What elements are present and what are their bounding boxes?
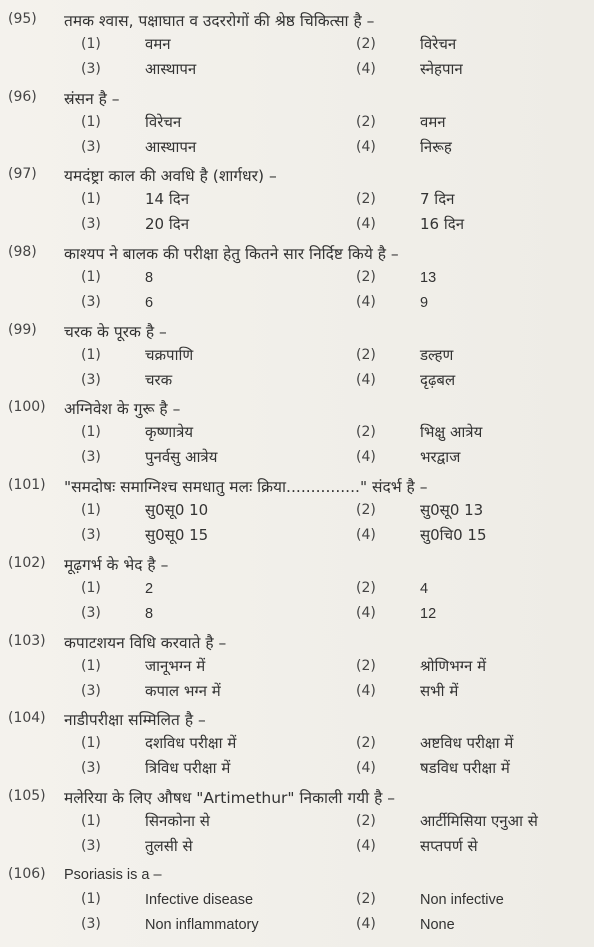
option-text: 4 — [420, 580, 429, 597]
option-text: 8 — [145, 270, 154, 287]
option-row — [0, 811, 594, 835]
option-row — [0, 189, 594, 213]
option-number: (2) — [356, 424, 376, 441]
option-number: (3) — [81, 682, 101, 699]
option-number: (1) — [81, 890, 101, 907]
question-text: यमदंष्ट्रा काल की अवधि है (शार्गधर) – — [64, 167, 277, 186]
question-number: (98) — [8, 244, 37, 261]
option-text: चरक — [145, 370, 173, 389]
option-number: (2) — [356, 36, 376, 52]
question-text: तमक श्वास, पक्षाघात व उदररोगों की श्रेष्ठ चिकित्सा है – — [64, 12, 375, 30]
option-text: Non inflammatory — [145, 916, 259, 933]
option-text: जानूभग्न में — [145, 656, 206, 675]
option-number: (3) — [81, 294, 101, 311]
option-row — [0, 733, 594, 757]
option-row — [0, 681, 594, 705]
question-text: "समदोषः समाग्निश्च समधातु मलः क्रिया..............." संदर्भ है – — [64, 478, 428, 497]
question-line — [0, 631, 594, 655]
question-line — [0, 708, 594, 732]
option-number: (2) — [356, 191, 376, 208]
option-text: आस्थापन — [145, 60, 197, 78]
question-text: चरक के पूरक है – — [64, 322, 167, 341]
option-number: (1) — [81, 346, 101, 363]
question-95 — [0, 9, 594, 87]
question-number: (100) — [8, 399, 46, 416]
option-row — [0, 137, 594, 161]
option-row — [0, 889, 594, 913]
option-number: (3) — [81, 837, 101, 854]
option-row — [0, 345, 594, 369]
option-text: विरेचन — [420, 35, 457, 53]
option-number: (1) — [81, 812, 101, 829]
question-102 — [0, 553, 594, 631]
question-number: (101) — [8, 477, 46, 494]
question-number: (97) — [8, 166, 37, 183]
question-line — [0, 397, 594, 421]
option-text: 20 दिन — [145, 215, 190, 234]
option-number: (1) — [81, 579, 101, 596]
question-number: (102) — [8, 554, 46, 571]
option-number: (3) — [81, 216, 101, 233]
option-row — [0, 370, 594, 394]
option-number: (1) — [81, 113, 101, 130]
option-number: (4) — [356, 760, 376, 777]
question-line — [0, 164, 594, 188]
option-text: स्नेहपान — [420, 60, 463, 78]
option-row — [0, 59, 594, 83]
option-number: (2) — [356, 579, 376, 596]
question-line — [0, 320, 594, 344]
question-line — [0, 242, 594, 266]
option-number: (2) — [356, 735, 376, 752]
option-number: (3) — [81, 449, 101, 466]
option-number: (1) — [81, 424, 101, 441]
option-text: सु0सू0 15 — [145, 526, 209, 545]
option-row — [0, 500, 594, 524]
option-text: सिनकोना से — [145, 811, 210, 830]
question-number: (104) — [8, 710, 46, 727]
option-number: (2) — [356, 269, 376, 286]
question-line — [0, 475, 594, 499]
question-line — [0, 9, 594, 33]
option-text: सप्तपर्ण से — [420, 836, 478, 855]
option-text: निरूह — [420, 137, 452, 156]
question-text: काश्यप ने बालक की परीक्षा हेतु कितने सार निर्दिष्ट किये है – — [64, 245, 399, 264]
question-text: कपाटशयन विधि करवाते है – — [64, 633, 227, 652]
option-row — [0, 578, 594, 602]
option-number: (4) — [356, 371, 376, 388]
option-text: 2 — [145, 580, 154, 597]
option-number: (2) — [356, 113, 376, 130]
question-line — [0, 87, 594, 111]
option-row — [0, 292, 594, 316]
option-number: (3) — [81, 371, 101, 388]
option-text: कपाल भग्न में — [145, 681, 221, 700]
option-number: (4) — [356, 604, 376, 621]
question-line — [0, 864, 594, 888]
option-number: (4) — [356, 915, 376, 932]
option-row — [0, 525, 594, 549]
option-number: (3) — [81, 138, 101, 155]
option-text: 16 दिन — [420, 215, 465, 234]
option-text: दृढ़बल — [420, 370, 456, 389]
option-text: आस्थापन — [145, 137, 197, 156]
question-99 — [0, 320, 594, 398]
option-text: वमन — [420, 112, 446, 131]
option-number: (4) — [356, 138, 376, 155]
question-text: Psoriasis is a – — [64, 866, 162, 883]
option-row — [0, 112, 594, 136]
question-number: (95) — [8, 11, 37, 27]
option-row — [0, 758, 594, 782]
question-98 — [0, 242, 594, 320]
option-text: वमन — [145, 35, 171, 53]
option-number: (1) — [81, 269, 101, 286]
question-text: अग्निवेश के गुरू है – — [64, 400, 181, 419]
option-number: (2) — [356, 657, 376, 674]
option-number: (2) — [356, 502, 376, 519]
question-list — [0, 9, 594, 941]
option-number: (1) — [81, 735, 101, 752]
option-number: (1) — [81, 36, 101, 52]
option-number: (4) — [356, 837, 376, 854]
question-text: नाडीपरीक्षा सम्मिलित है – — [64, 711, 206, 730]
option-row — [0, 34, 594, 58]
option-text: भिक्षु आत्रेय — [420, 423, 483, 442]
option-text: त्रिविध परीक्षा में — [145, 759, 231, 778]
option-text: सु0सू0 10 — [145, 501, 209, 520]
option-text: सु0सू0 13 — [420, 501, 484, 520]
option-number: (4) — [356, 61, 376, 77]
option-number: (4) — [356, 527, 376, 544]
question-number: (105) — [8, 787, 46, 804]
option-number: (4) — [356, 449, 376, 466]
option-row — [0, 422, 594, 446]
question-100 — [0, 397, 594, 475]
option-number: (1) — [81, 191, 101, 208]
option-row — [0, 447, 594, 471]
option-text: षडविध परीक्षा में — [420, 759, 510, 778]
option-text: 6 — [145, 295, 154, 312]
option-text: अष्टविध परीक्षा में — [420, 734, 514, 753]
option-text: आर्टीमिसिया एनुआ से — [420, 811, 538, 830]
option-text: 9 — [420, 295, 429, 312]
option-text: सु0चि0 15 — [420, 526, 487, 545]
question-line — [0, 786, 594, 810]
option-number: (4) — [356, 294, 376, 311]
option-text: 7 दिन — [420, 190, 455, 209]
option-text: Infective disease — [145, 891, 254, 908]
question-106 — [0, 864, 594, 942]
question-line — [0, 553, 594, 577]
option-number: (3) — [81, 915, 101, 932]
option-number: (4) — [356, 216, 376, 233]
option-number: (2) — [356, 346, 376, 363]
option-text: सभी में — [420, 681, 459, 700]
question-104 — [0, 708, 594, 786]
question-105 — [0, 786, 594, 864]
option-text: पुनर्वसु आत्रेय — [145, 448, 218, 467]
question-number: (106) — [8, 865, 46, 882]
option-text: तुलसी से — [145, 836, 193, 855]
option-text: 8 — [145, 605, 154, 622]
option-number: (4) — [356, 682, 376, 699]
option-row — [0, 914, 594, 938]
option-row — [0, 603, 594, 627]
option-text: कृष्णात्रेय — [145, 423, 194, 442]
option-text: विरेचन — [145, 112, 182, 131]
option-number: (3) — [81, 61, 101, 77]
option-row — [0, 267, 594, 291]
option-number: (2) — [356, 812, 376, 829]
question-text: स्रंसन है – — [64, 89, 120, 108]
option-text: चक्रपाणि — [145, 345, 194, 364]
option-text: None — [420, 916, 455, 933]
option-number: (3) — [81, 604, 101, 621]
option-text: श्रोणिभग्न में — [420, 656, 487, 675]
question-number: (99) — [8, 321, 37, 338]
question-text: मलेरिया के लिए औषध "Artimethur" निकाली गयी है – — [64, 788, 396, 807]
option-text: 13 — [420, 270, 437, 287]
question-97 — [0, 164, 594, 242]
option-number: (1) — [81, 502, 101, 519]
option-text: दशविध परीक्षा में — [145, 734, 237, 753]
option-text: 12 — [420, 605, 437, 622]
option-text: 14 दिन — [145, 190, 190, 209]
question-text: मूढ़गर्भ के भेद है – — [64, 555, 169, 574]
question-number: (96) — [8, 88, 37, 105]
option-row — [0, 656, 594, 680]
option-text: भरद्वाज — [420, 448, 461, 467]
option-row — [0, 214, 594, 238]
option-number: (2) — [356, 890, 376, 907]
option-row — [0, 836, 594, 860]
option-number: (3) — [81, 760, 101, 777]
option-number: (3) — [81, 527, 101, 544]
option-text: डल्हण — [420, 345, 454, 364]
question-103 — [0, 631, 594, 709]
question-96 — [0, 87, 594, 165]
question-101 — [0, 475, 594, 553]
option-text: Non infective — [420, 891, 504, 908]
question-number: (103) — [8, 632, 46, 649]
option-number: (1) — [81, 657, 101, 674]
